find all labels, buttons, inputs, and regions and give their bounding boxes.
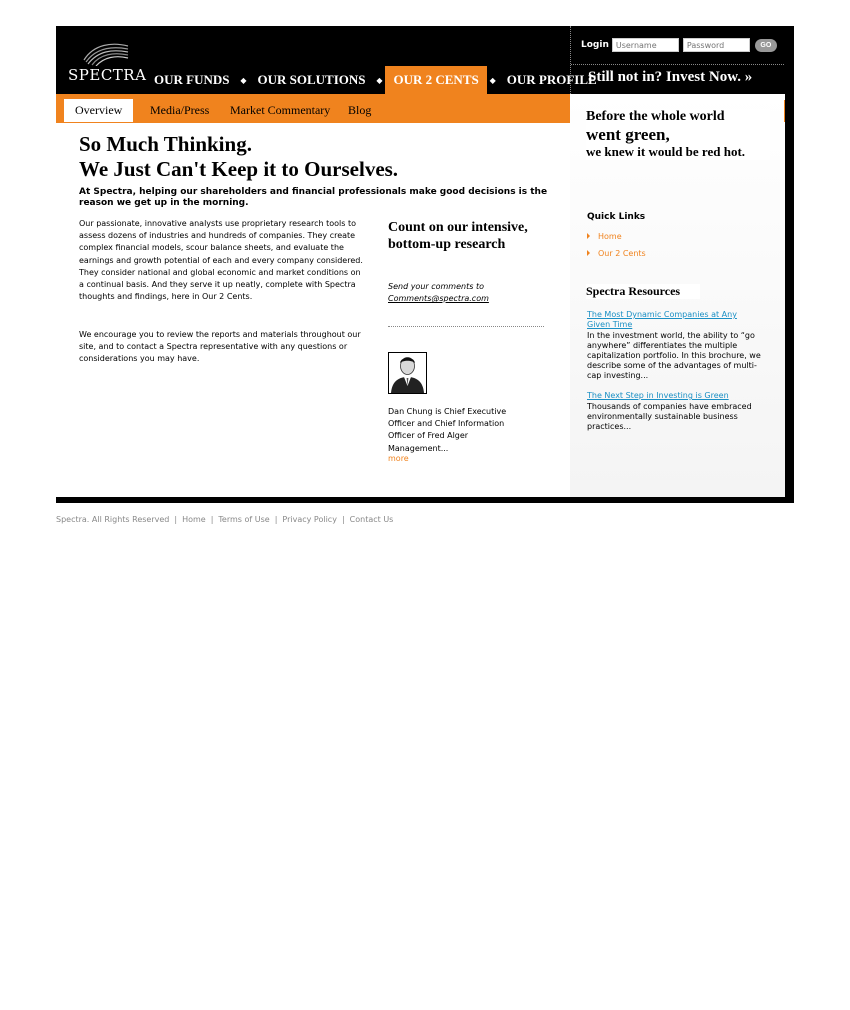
frame-shadow-bottom [56,497,794,503]
page-frame [56,26,785,497]
login-label: Login [581,40,609,50]
spectra-logo[interactable] [66,40,147,84]
resource-desc-investing-green: Thousands of companies have embraced environmentally sustainable business practices... [587,402,752,431]
page-headline [79,132,398,182]
username-input[interactable] [612,38,679,52]
subnav-item-market-commentary[interactable]: Market Commentary [230,103,331,117]
diamond-separator-icon: ◆ [376,75,383,85]
password-input[interactable] [683,38,750,52]
intro-lead: At Spectra, helping our shareholders and financial professionals make good decisions is the reason we get up in the morning. [79,187,548,208]
footer-copyright: Spectra. All Rights Reserved [56,515,170,524]
resource-desc-dynamic-companies: In the investment world, the ability to “go anywhere” differentiates the multiple capitalization portfolio. In this brochure, we describe some of the advantages of multi-cap investing... [587,331,761,380]
arrow-bullet-icon [587,250,590,256]
promo-line-1: Before the whole world [586,109,725,124]
login-form [581,38,777,52]
sidebar [570,94,785,497]
nav-item-our-solutions[interactable]: OUR SOLUTIONS [257,72,366,87]
headline-line-2: We Just Can't Keep it to Ourselves. [79,157,399,181]
site-header [56,26,785,94]
footer-link-home[interactable]: Home [182,515,206,524]
go-button[interactable]: GO [755,39,777,52]
comments-email-link[interactable]: Comments@spectra.com [388,294,489,303]
invest-now-link[interactable]: Still not in? Invest Now. » [588,69,753,85]
login-divider [571,64,786,65]
subnav-item-blog[interactable]: Blog [348,103,372,117]
nav-item-our-funds[interactable]: OUR FUNDS [154,72,230,87]
body-paragraph-1: Our passionate, innovative analysts use proprietary research tools to assess dozens of industries and hundreds of companies. They create complex financial models, scour balance sheets, and evaluate the earnings and growth potential of each and every company considered. They consider national and global economic and market conditions on a continual basis. And they serve it up neatly, complete with Spectra thoughts and findings, here in Our 2 Cents. [79,219,363,302]
resource-link-investing-green[interactable]: The Next Step in Investing is Green [587,391,729,400]
bio-more-link[interactable]: more [388,454,409,463]
nav-item-our-profile[interactable]: OUR PROFILE [506,72,597,87]
frame-shadow-right [785,26,794,503]
footer-link-contact[interactable]: Contact Us [349,515,394,524]
subnav-item-overview[interactable]: Overview [64,99,133,122]
green-promo-banner[interactable] [586,109,770,160]
quick-link-label: Home [598,232,622,241]
logo-text: SPECTRA [68,66,147,84]
headline-line-1: So Much Thinking. [79,132,252,156]
quick-link-our-2-cents[interactable] [587,249,646,258]
resource-link-dynamic-companies[interactable]: The Most Dynamic Companies at Any Given Time [587,310,737,329]
footer-link-privacy[interactable]: Privacy Policy [282,515,337,524]
subnav-item-media-press[interactable]: Media/Press [150,103,210,117]
quick-link-home[interactable] [587,232,622,241]
promo-line-3: we knew it would be red hot. [586,143,746,159]
research-heading [388,219,528,253]
research-heading-line-2: bottom-up research [388,237,506,252]
nav-item-our-2-cents[interactable]: OUR 2 CENTS [385,66,486,94]
person-portrait-icon [389,353,426,393]
sub-nav [56,94,570,123]
quick-links-heading: Quick Links [587,212,646,222]
footer: Spectra. All Rights Reserved | Home | Terms of Use | Privacy Policy | Contact Us [56,515,394,524]
comments-label: Send your comments to [388,282,484,291]
research-heading-line-1: Count on our intensive, [388,220,528,235]
body-paragraph-2: We encourage you to review the reports and materials throughout our site, and to contact a Spectra representative with any questions or considerations you may have. [79,330,361,364]
dotted-divider [388,326,544,327]
swoosh-icon [82,40,130,66]
arrow-bullet-icon [587,233,590,239]
promo-line-2: went green, [586,125,670,145]
resources-heading: Spectra Resources [586,284,700,299]
main-nav [146,66,605,94]
executive-bio: Dan Chung is Chief Executive Officer and Chief Information Officer of Fred Alger Management... [388,407,507,453]
diamond-separator-icon: ◆ [489,75,496,85]
diamond-separator-icon: ◆ [240,75,247,85]
quick-link-label: Our 2 Cents [598,249,646,258]
footer-link-terms[interactable]: Terms of Use [218,515,270,524]
login-panel [570,26,785,94]
avatar [388,352,427,394]
